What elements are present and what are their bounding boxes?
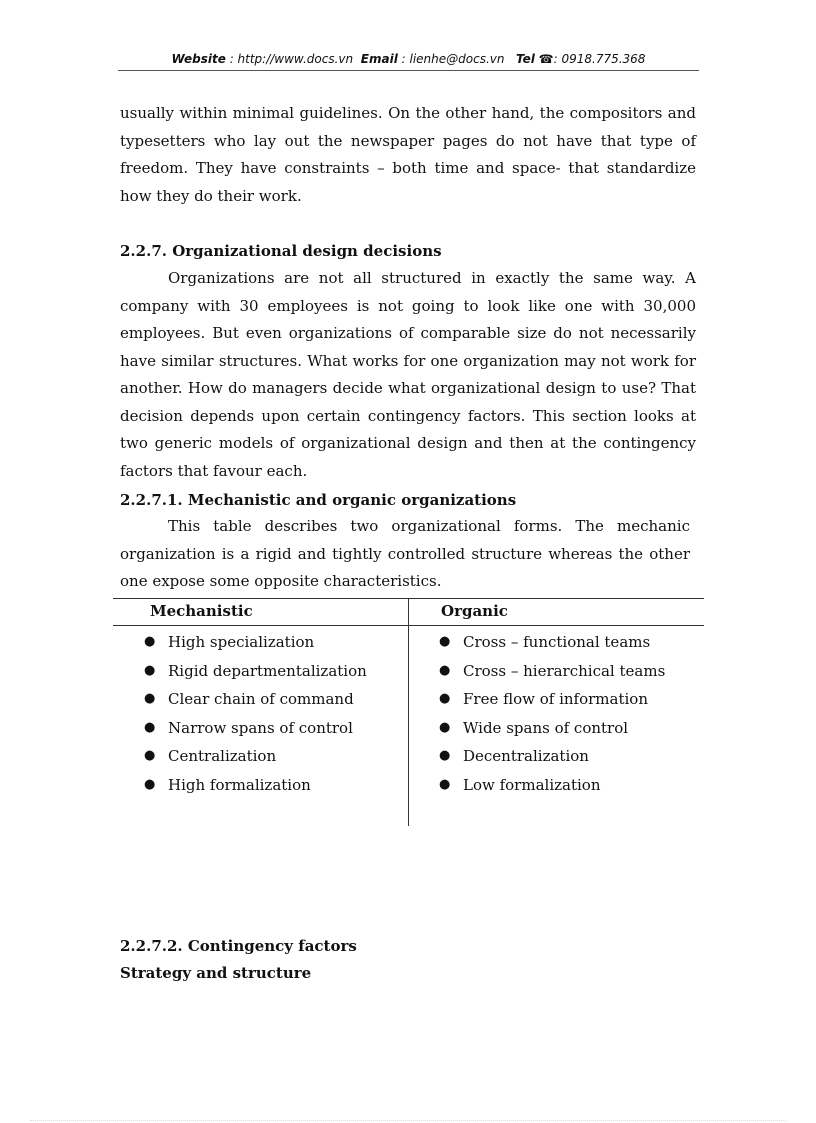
list-item: ● Free flow of information [439, 685, 665, 714]
list-item: ● Wide spans of control [439, 714, 665, 743]
subheading-strategy-structure: Strategy and structure [120, 964, 312, 982]
bullet-icon: ● [439, 691, 451, 707]
bullet-icon: ● [439, 776, 451, 792]
list-item: ● High formalization [144, 771, 367, 800]
tel-number: : 0918.775.368 [553, 52, 646, 66]
mechanistic-list [144, 628, 367, 800]
section-heading-2-2-7: 2.2.7. Organizational design decisions [120, 242, 442, 260]
bullet-icon: ● [144, 634, 156, 649]
email-label: Email [360, 52, 398, 66]
email-address[interactable]: : lienhe@docs.vn [401, 52, 505, 66]
list-item: ● High specialization [144, 628, 367, 657]
tel-label: Tel [515, 52, 535, 66]
bullet-icon: ● [439, 662, 451, 678]
list-item: ● Low formalization [439, 771, 665, 800]
design-paragraph: Organizations are not all structured in exactly the same way. A company with 30 employees is not going to look like one with 30,000 employees. But even organizations of comparable size do not necessarily have similar structures. What works for one organization may not work for another. How do managers decide what organizational design to use? That decision depends upon certain contingency factors. This section looks at two generic models of organizational design and then at the contingency factors that favour each. [120, 269, 696, 480]
website-label: Website [171, 52, 226, 66]
organic-list [439, 628, 665, 800]
table-column-divider [408, 598, 409, 826]
bullet-icon: ● [144, 691, 156, 707]
list-item: ● Narrow spans of control [144, 714, 367, 743]
list-item: ● Cross – hierarchical teams [439, 657, 665, 686]
bullet-icon: ● [144, 662, 156, 678]
phone-icon: ☎ [538, 52, 554, 66]
intro-paragraph: usually within minimal guidelines. On the other hand, the compositors and typesetters who lay out the newspaper pages do not have that type of freedom. They have constraints – both time and space- that standardize how they do their work. [120, 104, 696, 205]
section-heading-2-2-7-1: 2.2.7.1. Mechanistic and organic organizations [120, 491, 517, 509]
website-url[interactable]: : http://www.docs.vn [229, 52, 354, 66]
section-heading-2-2-7-2: 2.2.7.2. Contingency factors [120, 937, 357, 955]
list-item: ● Centralization [144, 742, 367, 771]
bullet-icon: ● [144, 776, 156, 792]
bullet-icon: ● [439, 634, 451, 649]
comparison-table [113, 598, 704, 826]
list-item: ● Rigid departmentalization [144, 657, 367, 686]
bullet-icon: ● [439, 748, 451, 764]
list-item: ● Clear chain of command [144, 685, 367, 714]
footer-rule [30, 1120, 786, 1121]
organic-column-title: Organic [441, 602, 508, 620]
mechanistic-column-title: Mechanistic [150, 602, 253, 620]
list-item: ● Decentralization [439, 742, 665, 771]
table-intro-paragraph: This table describes two organizational forms. The mechanic organization is a rigid and tightly controlled structure whereas the other one expose some opposite characteristics. [120, 517, 690, 590]
bullet-icon: ● [144, 748, 156, 764]
list-item: ● Cross – functional teams [439, 628, 665, 657]
bullet-icon: ● [439, 719, 451, 735]
page-header [118, 50, 699, 71]
bullet-icon: ● [144, 719, 156, 735]
